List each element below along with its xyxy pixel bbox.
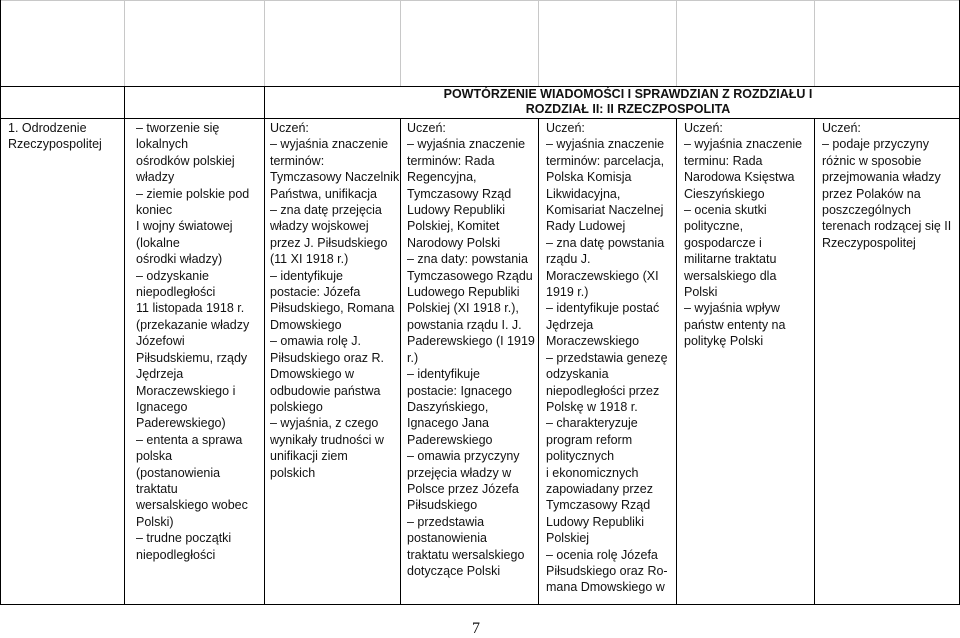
page-number: 7 [472, 620, 480, 637]
top-grid-line [400, 0, 401, 86]
topic-cell: 1. Odrodzenie Rzeczypospolitej [8, 121, 102, 152]
header-title: POWTÓRZENIE WIADOMOŚCI I SPRAWDZIAN Z ROZDZIAŁU I [443, 87, 813, 101]
column-divider [814, 118, 815, 605]
requirements-cell-5: Uczeń: – podaje przyczyny różnic w sposobie przejmowania władzy przez Polaków na poszczególnych terenach rodzącej się II Rzeczypospolitej [822, 121, 952, 250]
header-subtitle: ROZDZIAŁ II: II RZECZPOSPOLITA [525, 102, 731, 116]
requirements-cell-1: Uczeń: – wyjaśnia znaczenie terminów: Tymczasowy Naczelnik Państwa, unifikacja – zna datę przejęcia władzy wojskowej przez J. Piłsudskiego (11 XI 1918 r.) – identyfikuje postacie: Józefa Piłsudskiego, Romana Dmowskiego – omawia rolę J. Piłsudskiego oraz R. Dmowskiego w odbudowie państwa polskiego – wyjaśnia, z czego wynikały trudności w unifikacji ziem polskich [270, 121, 400, 480]
column-divider [538, 118, 539, 605]
column-divider [676, 118, 677, 605]
requirements-cell-2: Uczeń: – wyjaśnia znaczenie terminów: Rada Regencyjna, Tymczasowy Rząd Ludowy Republiki Polskiej, Komitet Narodowy Polski – zna daty: powstania Tymczasowego Rządu Ludowego Republiki Polskiej (XI 1918 r.), powstania rządu I. J. Paderewskiego (I 1919 r.) – identyfikuje postacie: Ignacego Daszyńskiego, Ignacego Jana Paderewskiego – omawia przyczyny przejęcia władzy w Polsce przez Józefa Piłsudskiego – przedstawia postanowienia traktatu wersalskiego dotyczące Polski [407, 121, 535, 578]
content-cell: – tworzenie się lokalnych ośrodków polskiej władzy – ziemie polskie pod koniec I wojny światowej (lokalne ośrodki władzy) – odzyskanie niepodległości 11 listopada 1918 r. (przekazanie władzy Józefowi Piłsudskiemu, rządy Jędrzeja Moraczewskiego i Ignacego Paderewskiego) – ententa a sprawa polska (postanowienia traktatu wersalskiego wobec Polski) – trudne początki niepodległości [136, 121, 250, 562]
column-divider [400, 118, 401, 605]
top-grid-line [814, 0, 815, 86]
top-rule [0, 0, 960, 1]
table-bottom-line [0, 604, 960, 605]
left-border [0, 0, 1, 605]
column-divider [124, 118, 125, 605]
requirements-cell-3: Uczeń: – wyjaśnia znaczenie terminów: parcelacja, Polska Komisja Likwidacyjna, Komisariat Naczelnej Rady Ludowej – zna datę powstania rządu J. Moraczewskiego (XI 1919 r.) – identyfikuje postać Jędrzeja Moraczewskiego – przedstawia genezę odzyskania niepodległości przez Polskę w 1918 r. – charakteryzuje program reform politycznych i ekonomicznych zapowiadany przez Tymczasowy Rząd Ludowy Republiki Polskiej – ocenia rolę Józefa Piłsudskiego oraz Ro- mana Dmowskiego w [546, 121, 668, 595]
header-divider [264, 86, 265, 119]
top-grid-line [676, 0, 677, 86]
header-bottom-line [0, 118, 960, 119]
top-grid-line [538, 0, 539, 86]
table-header [296, 87, 960, 117]
header-divider [124, 86, 125, 119]
top-grid-line [264, 0, 265, 86]
column-divider [264, 118, 265, 605]
requirements-cell-4: Uczeń: – wyjaśnia znaczenie terminu: Rada Narodowa Księstwa Cieszyńskiego – ocenia skutki polityczne, gospodarcze i militarne traktatu wersalskiego dla Polski – wyjaśnia wpływ państw ententy na politykę Polski [684, 121, 803, 349]
top-grid-line [124, 0, 125, 86]
